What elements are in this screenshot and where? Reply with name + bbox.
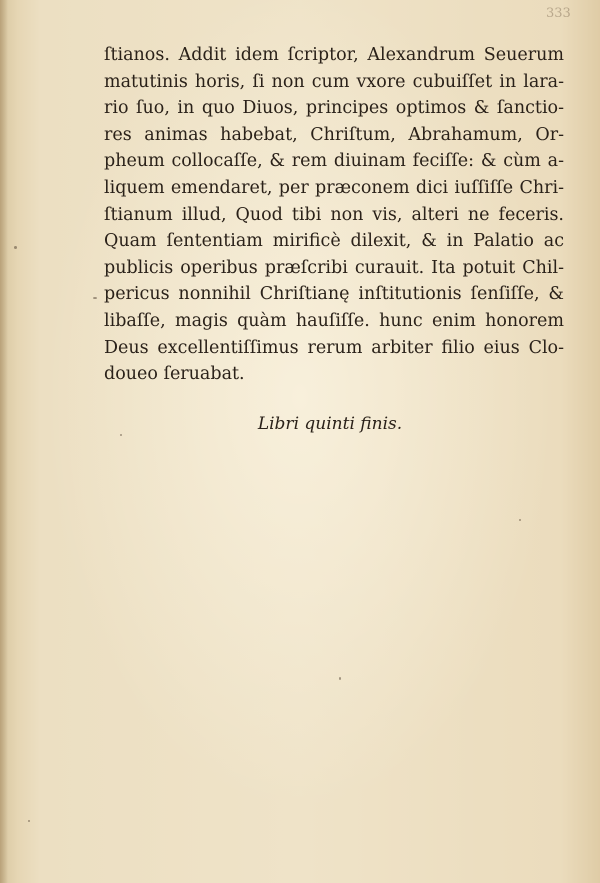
text-line-last: doueo ſeruabat. (104, 364, 245, 385)
text-line: pericus nonnihil Chriſtianę inſtitutionis ſenſiſſe, & (104, 284, 564, 305)
text-line: ſtianos. Addit idem ſcriptor, Alexandrum Seuerum (104, 45, 564, 65)
text-line: rio ſuo, in quo Diuos, principes optimos & ſanctio- (104, 98, 564, 119)
paper-speck (519, 519, 521, 521)
paper-speck (339, 677, 341, 680)
text-line: ſtianum illud, Quod tibi non vis, alteri ne feceris. (104, 204, 564, 225)
paper-speck (93, 297, 97, 299)
colophon: Libri quinti finis. (257, 414, 403, 434)
text-line: pheum collocaſſe, & rem diuinam feciſſe: & cùm a- (104, 151, 564, 172)
text-line: matutinis horis, ſi non cum vxore cubuiſſet in lara- (104, 71, 564, 92)
text-line: liquem emendaret, per præconem dici iuſſiſſe Chri- (104, 177, 564, 198)
binding-gutter (0, 0, 8, 883)
page-number: 333 (546, 6, 571, 21)
paper-speck (14, 246, 17, 249)
text-line: res animas habebat, Chriſtum, Abrahamum, Or- (104, 124, 564, 145)
paper-speck (120, 434, 122, 436)
text-line: publicis operibus præſcribi curauit. Ita potuit Chil- (104, 257, 564, 278)
body-text (104, 42, 564, 388)
text-line: Quam ſententiam mirificè dilexit, & in Palatio ac (104, 231, 564, 252)
paper-speck (28, 820, 30, 822)
text-line: Deus excellentiſſimus rerum arbiter filio eius Clo- (104, 337, 564, 358)
text-line: libaſſe, magis quàm hauſiſſe. hunc enim honorem (104, 310, 564, 331)
